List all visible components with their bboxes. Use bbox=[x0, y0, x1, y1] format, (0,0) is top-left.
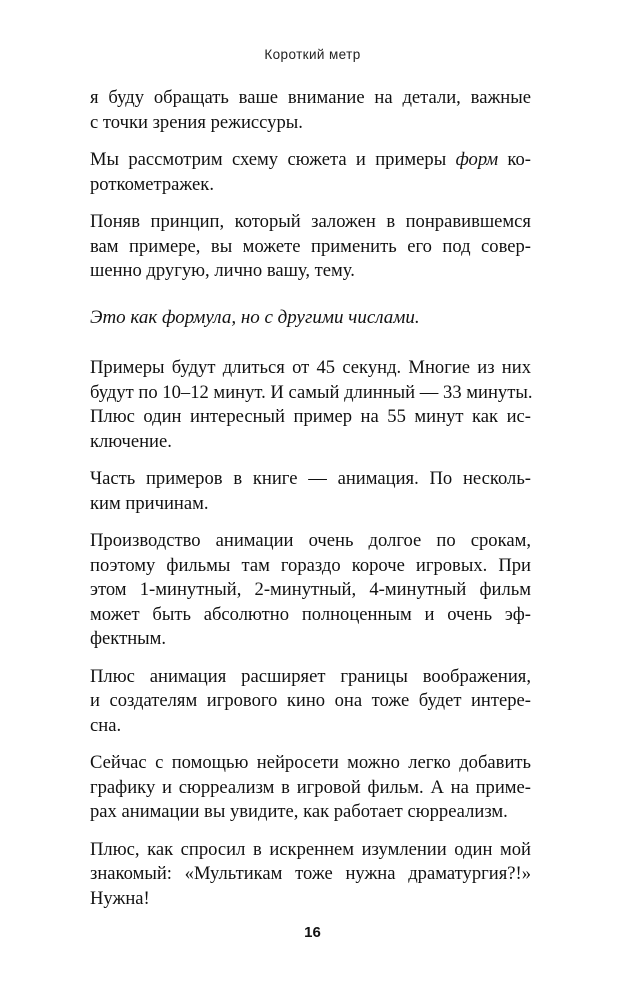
text-line: сна. bbox=[90, 714, 122, 736]
text-line: этом 1-минутный, 2-минутный, 4-минутный фильм bbox=[90, 579, 531, 600]
text-line: Поняв принцип, который заложен в понравившемся bbox=[90, 211, 531, 232]
paragraph-8 bbox=[90, 751, 531, 825]
text-line: шенно другую, лично вашу, тему. bbox=[90, 260, 355, 281]
paragraph-5 bbox=[90, 467, 531, 516]
page-body bbox=[90, 86, 531, 924]
text-line: может быть абсолютно полноценным и очень эф- bbox=[90, 603, 531, 625]
text-line: ким причинам. bbox=[90, 492, 209, 514]
text-line: и создателям игрового кино она тоже будет интере- bbox=[90, 690, 531, 711]
text-line: Часть примеров в книге — анимация. По несколь- bbox=[90, 468, 531, 489]
paragraph-9 bbox=[90, 838, 531, 912]
page-number: 16 bbox=[304, 924, 321, 941]
paragraph-3 bbox=[90, 210, 531, 284]
text-fragment: Мы рассмотрим схему сюжета и примеры bbox=[90, 149, 456, 170]
text-line: роткометражек. bbox=[90, 173, 214, 195]
text-line bbox=[90, 148, 531, 173]
text-line: Плюс анимация расширяет границы воображения, bbox=[90, 665, 531, 687]
text-line: Плюс один интересный пример на 55 минут как ис- bbox=[90, 406, 531, 427]
text-line: будут по 10–12 минут. И самый длинный — 33 минуты. bbox=[90, 381, 533, 403]
text-fragment: ко- bbox=[498, 149, 531, 170]
text-line: Плюс, как спросил в искреннем изумлении один мой bbox=[90, 838, 531, 860]
text-line: я буду обращать ваше внимание на детали, важные bbox=[90, 87, 531, 108]
text-line: с точки зрения режиссуры. bbox=[90, 111, 303, 133]
paragraph-6 bbox=[90, 529, 531, 652]
text-line: поэтому фильмы там гораздо короче игровых. При bbox=[90, 554, 531, 576]
text-line: рах анимации вы увидите, как работает сюрреализм. bbox=[90, 801, 508, 822]
text-line: Производство анимации очень долгое по срокам, bbox=[90, 530, 531, 551]
paragraph-1 bbox=[90, 86, 531, 135]
text-line: фектным. bbox=[90, 628, 167, 649]
text-line: графику и сюрреализм в игровой фильм. А на приме- bbox=[90, 776, 531, 798]
text-line: Примеры будут длиться от 45 секунд. Многие из них bbox=[90, 357, 531, 378]
paragraph-7 bbox=[90, 665, 531, 739]
emphasis-text: форм bbox=[455, 149, 499, 170]
text-line: Сейчас с помощью нейросети можно легко добавить bbox=[90, 752, 531, 773]
paragraph-4 bbox=[90, 356, 531, 454]
text-line: Нужна! bbox=[90, 887, 150, 909]
text-line: знакомый: «Мультикам тоже нужна драматургия?!» bbox=[90, 863, 531, 884]
text-line: вам примере, вы можете применить его под совер- bbox=[90, 235, 531, 257]
text-line: ключение. bbox=[90, 430, 172, 452]
pull-quote: Это как формула, но с другими числами. bbox=[90, 306, 420, 328]
paragraph-2 bbox=[90, 148, 531, 197]
running-head-title: Короткий метр bbox=[264, 47, 361, 62]
